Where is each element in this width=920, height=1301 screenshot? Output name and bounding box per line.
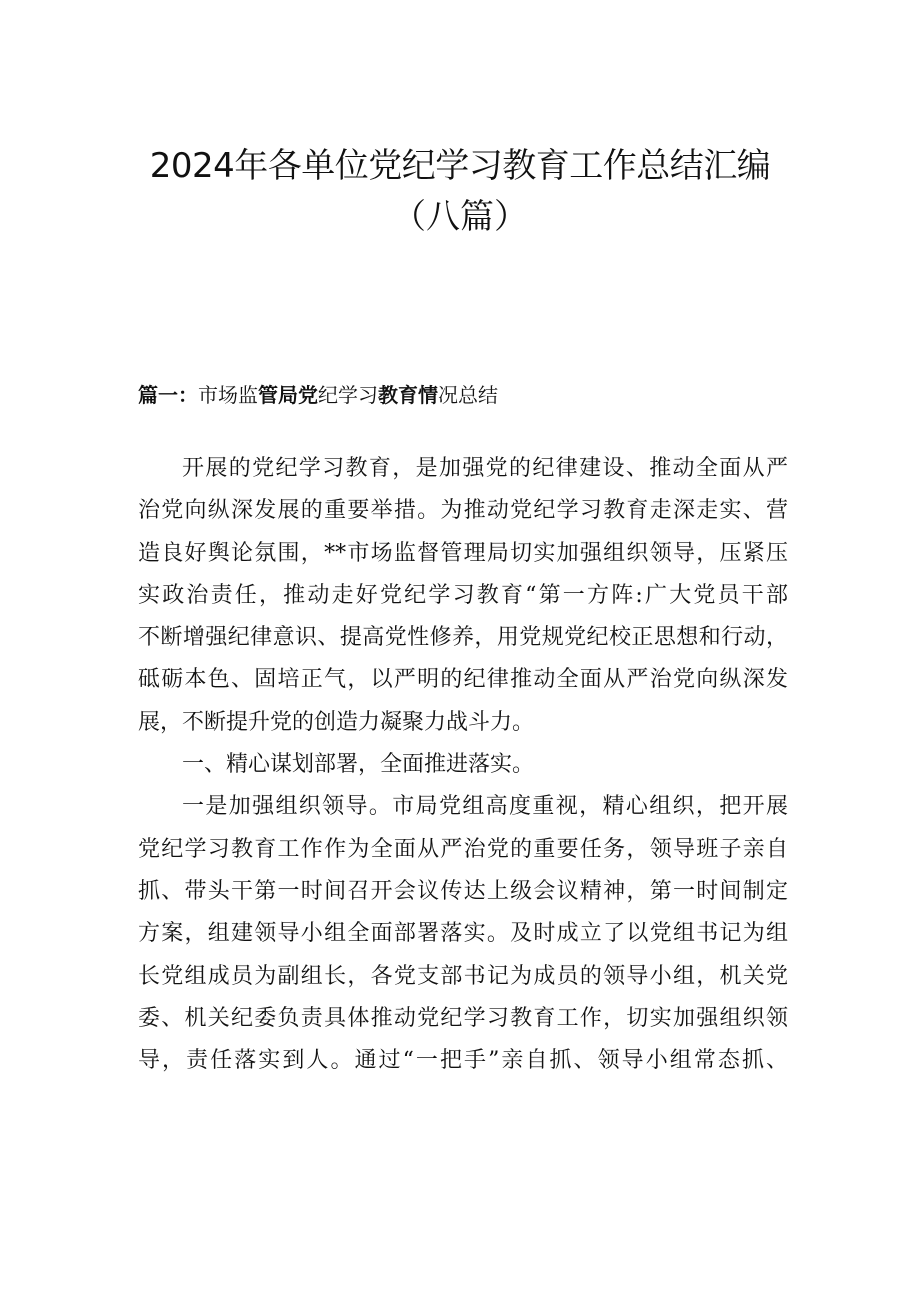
section-prefix: 篇一： (138, 383, 198, 407)
text-line: 一是加强组织领导。市局党组高度重视，精心组织，把开展 (182, 794, 788, 820)
document-title: 2024年各单位党纪学习教育工作总结汇编 (149, 146, 771, 186)
text-line: 导，责任落实到人。通过“一把手”亲自抓、领导小组常态抓、 (138, 1048, 788, 1074)
heading-part: 市场监 (198, 383, 258, 407)
text-line: 一、精心谋划部署，全面推进落实。 (182, 752, 535, 778)
text-line: 抓、带头干第一时间召开会议传达上级会议精神，第一时间制定 (138, 878, 788, 904)
text-line: 党纪学习教育工作作为全面从严治党的重要任务，领导班子亲自 (138, 836, 788, 862)
paragraph-organization (138, 786, 788, 1082)
text-line: 实政治责任，推动走好党纪学习教育“第一方阵:广大党员干部 (138, 582, 788, 608)
heading-part: 管局党 (258, 383, 318, 407)
text-line: 开展的党纪学习教育，是加强党的纪律建设、推动全面从严 (182, 456, 788, 481)
text-line: 砥砺本色、固培正气，以严明的纪律推动全面从严治党向纵深发 (138, 667, 788, 693)
heading-part: 纪学习 (318, 383, 378, 407)
text-line: 展，不断提升党的创造力凝聚力战斗力。 (138, 709, 535, 735)
text-line: 治党向纵深发展的重要举措。为推动党纪学习教育走深走实、营 (138, 498, 788, 524)
text-line: 委、机关纪委负责具体推动党纪学习教育工作，切实加强组织领 (138, 1005, 788, 1031)
document-subtitle: （八篇） (392, 197, 528, 237)
paragraph-subheading (138, 744, 788, 786)
paragraph-intro (138, 448, 788, 744)
section-heading (138, 380, 498, 410)
heading-part: 教育情 (378, 383, 438, 407)
body-text (138, 448, 788, 1082)
text-line: 造良好舆论氛围，**市场监督管理局切实加强组织领导，压紧压 (138, 540, 788, 566)
text-line: 长党组成员为副组长，各党支部书记为成员的领导小组，机关党 (138, 963, 788, 989)
heading-part: 况总结 (438, 383, 498, 407)
text-line: 不断增强纪律意识、提高党性修养，用党规党纪校正思想和行动， (138, 625, 788, 651)
text-line: 方案，组建领导小组全面部署落实。及时成立了以党组书记为组 (138, 921, 788, 947)
